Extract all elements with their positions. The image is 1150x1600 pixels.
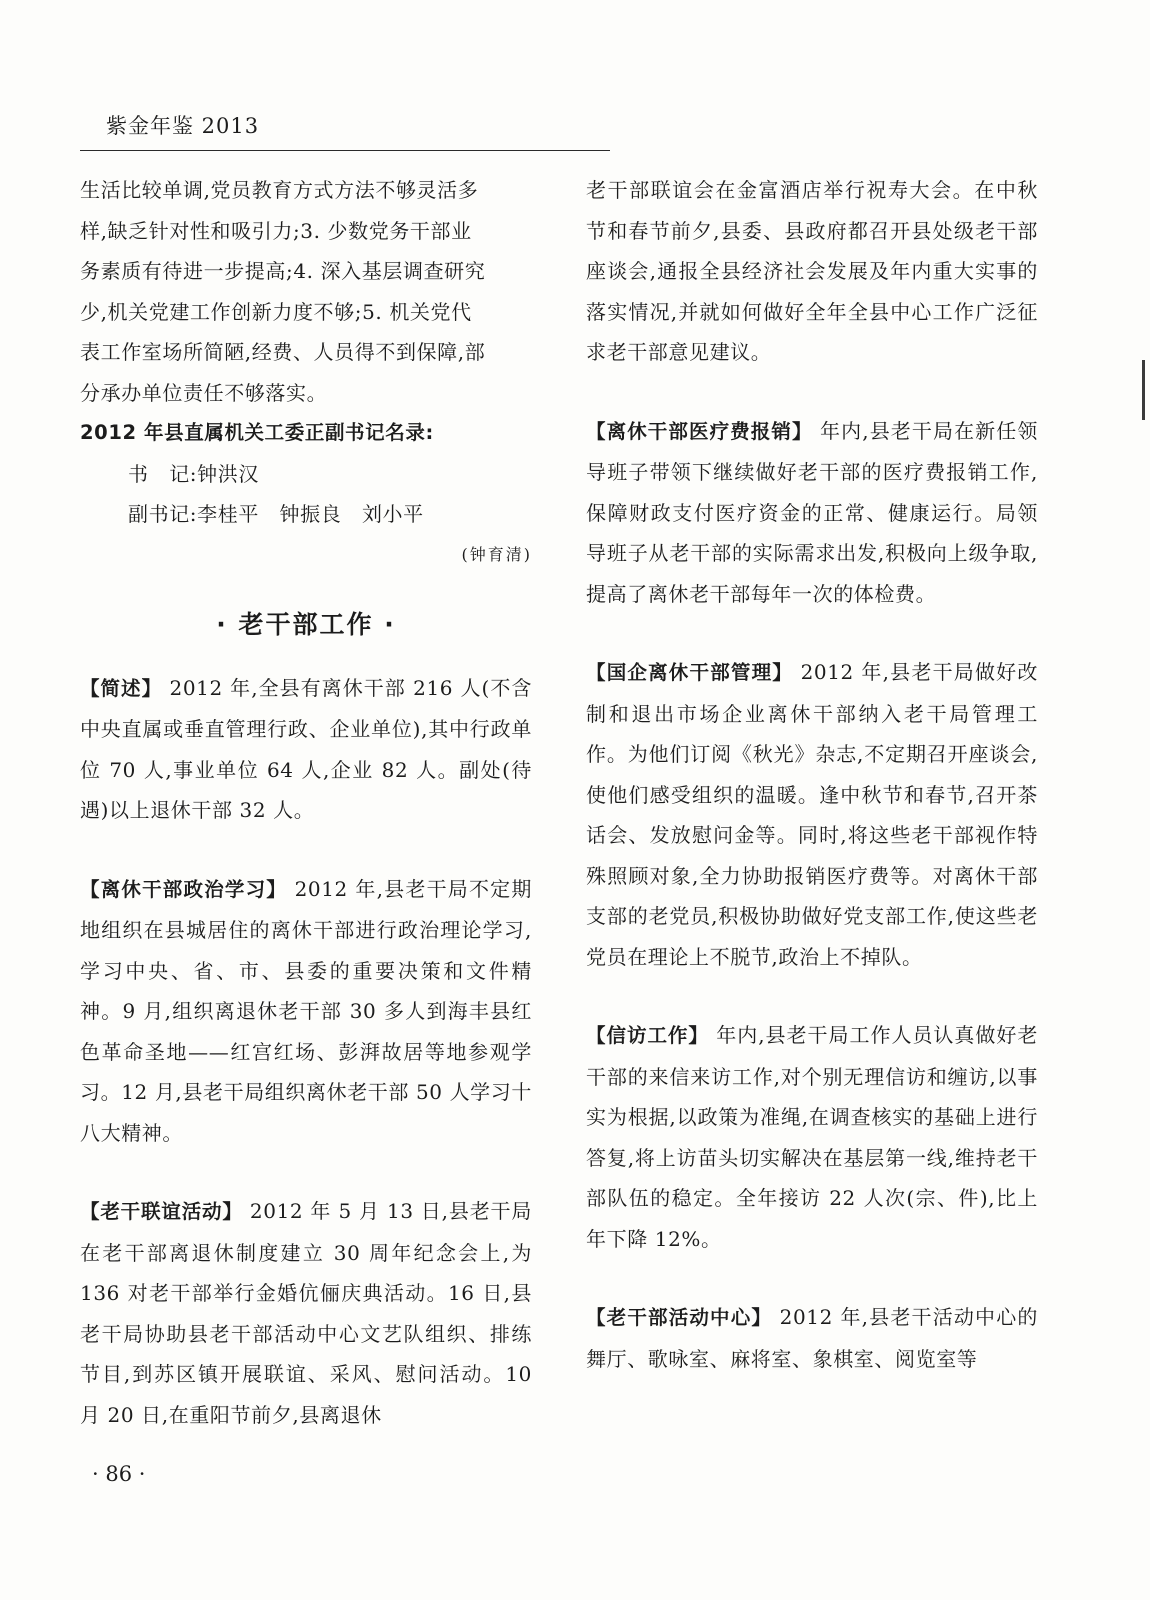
roster-deputies: 副书记:李桂平 钟振良 刘小平	[128, 502, 424, 526]
author-credit: (钟育清)	[461, 544, 532, 564]
paragraph-huodong	[586, 1297, 1038, 1379]
intro-line: 样,缺乏针对性和吸引力;3. 少数党务干部业	[80, 218, 472, 243]
section-title: · 老干部工作 ·	[216, 610, 396, 639]
roster-title: 2012 年县直属机关工委正副书记名录:	[80, 421, 434, 444]
paragraph-lead: 【简述】	[80, 676, 163, 700]
paragraph-yiliao	[586, 411, 1038, 615]
paragraph-lead: 【国企离休干部管理】	[586, 661, 793, 684]
intro-line: 分承办单位责任不够落实。	[80, 380, 328, 405]
paragraph-text: 2012 年,县老干局做好改制和退出市场企业离休干部纳入老干局管理工作。为他们订阅《秋光》杂志,不定期召开座谈会,使他们感受组织的温暖。逢中秋节和春节,召开茶话会、发放慰问金等。同时,将这些老干部视作特殊照顾对象,全力协助报销医疗费等。对离休干部支部的老党员,积极协助做好党支部工作,使这些老党员在理论上不脱节,政治上不掉队。	[586, 660, 1038, 969]
intro-line: 少,机关党建工作创新力度不够;5. 机关党代	[80, 299, 472, 324]
paragraph-text: 年内,县老干局在新任领导班子带领下继续做好老干部的医疗费报销工作,保障财政支付医疗资金的正常、健康运行。局领导班子从老干部的实际需求出发,积极向上级争取,提高了离休老干部每年一次的体检费。	[586, 418, 1038, 606]
intro-line: 务素质有待进一步提高;4. 深入基层调查研究	[80, 259, 486, 283]
paragraph-text: 2012 年,全县有离休干部 216 人(不含中央直属或垂直管理行政、企业单位),其中行政单位 70 人,事业单位 64 人,企业 82 人。副处(待遇)以上退休干部 32 人。	[80, 675, 532, 822]
paragraph-continuation: 老干部联谊会在金富酒店举行祝寿大会。在中秋节和春节前夕,县委、县政府都召开县处级老干部座谈会,通报全县经济社会发展及年内重大实事的落实情况,并就如何做好全年全县中心工作广泛征求老干部意见建议。	[586, 178, 1038, 364]
paragraph-jianshu	[80, 668, 532, 831]
intro-line: 表工作室场所简陋,经费、人员得不到保障,部	[80, 340, 486, 364]
paragraph-zhengzhi	[80, 869, 532, 1154]
paragraph-text: 年内,县老干局工作人员认真做好老干部的来信来访工作,对个别无理信访和缠访,以事实为根据,以政策为准绳,在调查核实的基础上进行答复,将上访苗头切实解决在基层第一线,维持老干部队伍的稳定。全年接访 22 人次(宗、件),比上年下降 12%。	[586, 1023, 1038, 1251]
paragraph-lead: 【老干联谊活动】	[80, 1200, 243, 1223]
paragraph-lead: 【离休干部医疗费报销】	[586, 419, 813, 443]
paragraph-lead: 【信访工作】	[586, 1024, 709, 1047]
scan-edge-mark	[1142, 360, 1145, 420]
paragraph-text: 2012 年,县老干局不定期地组织在县城居住的离休干部进行政治理论学习,学习中央、省、市、县委的重要决策和文件精神。9 月,组织离退休老干部 30 多人到海丰县红色革命圣地——红宫红场、彭湃故居等地参观学习。12 月,县老干局组织离休老干部 50 人学习十八大精神。	[80, 876, 532, 1145]
page-number: · 86 ·	[92, 1462, 146, 1486]
right-column	[586, 170, 1038, 1379]
paragraph-text: 2012 年 5 月 13 日,县老干局在老干部离退休制度建立 30 周年纪念会上,为 136 对老干部举行金婚伉俪庆典活动。16 日,县老干局协助县老干部活动中心文艺队组织、排练节目,到苏区镇开展联谊、采风、慰问活动。10 月 20 日,在重阳节前夕,县离退休	[80, 1199, 532, 1427]
paragraph-lead: 【老干部活动中心】	[586, 1306, 773, 1329]
paragraph-lead: 【离休干部政治学习】	[80, 877, 287, 901]
paragraph-text: 2012 年,县老干活动中心的舞厅、歌咏室、麻将室、象棋室、阅览室等	[586, 1305, 1038, 1371]
running-header: 紫金年鉴 2013	[106, 114, 260, 138]
intro-line: 生活比较单调,党员教育方式方法不够灵活多	[80, 178, 479, 202]
paragraph-lianyi	[80, 1191, 532, 1435]
left-column	[80, 170, 532, 1435]
paragraph-xinfang	[586, 1015, 1038, 1259]
roster-secretary: 书 记:钟洪汉	[128, 461, 259, 486]
paragraph-guoqi	[586, 652, 1038, 977]
header-rule	[80, 150, 610, 151]
